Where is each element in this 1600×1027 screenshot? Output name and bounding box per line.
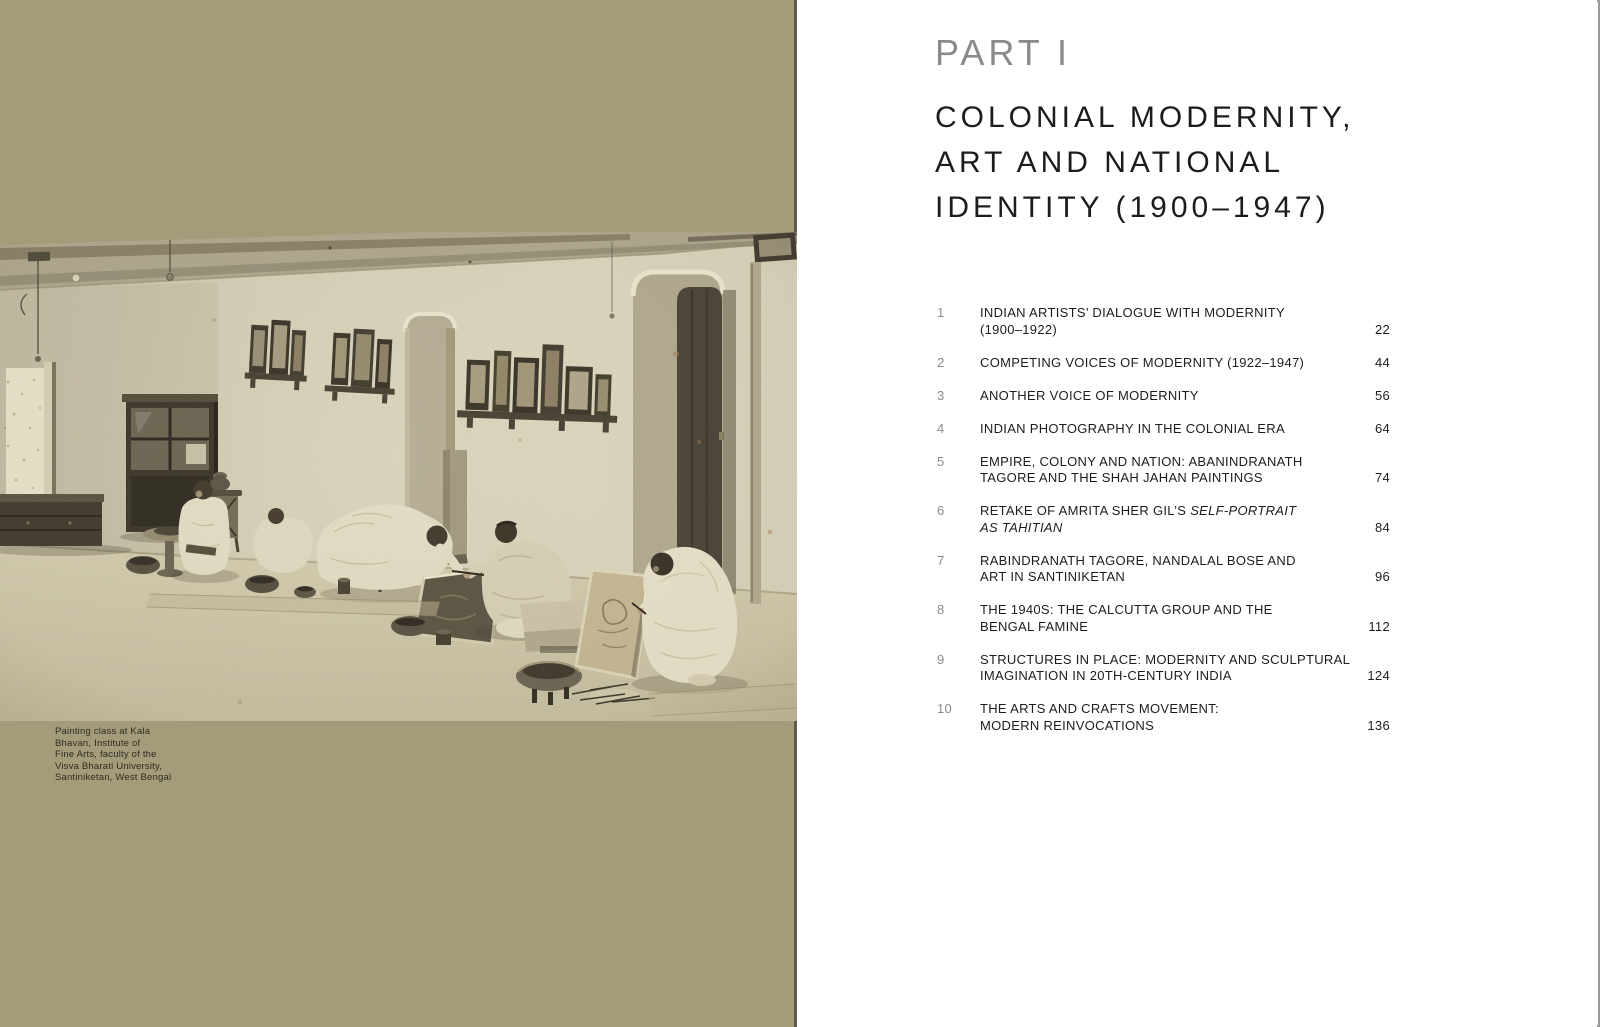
toc-entry-page: 136	[1367, 717, 1390, 733]
classroom-photo-art	[0, 232, 797, 721]
toc-entry	[935, 503, 1390, 536]
toc-entry-page: 124	[1367, 668, 1390, 683]
toc-entry-title: ANOTHER VOICE OF MODERNITY	[980, 387, 1199, 403]
toc-entry-number: 3	[937, 387, 945, 403]
part-label: PART I	[935, 32, 1072, 73]
toc-entry-title: COMPETING VOICES OF MODERNITY (1922–1947)	[980, 354, 1305, 370]
toc-entry-number: 7	[937, 552, 945, 568]
toc-entry-page: 84	[1374, 519, 1390, 535]
toc-entry-title: THE 1940S: THE CALCUTTA GROUP AND THE BENGAL FAMINE	[980, 602, 1273, 634]
toc-entry	[935, 355, 1390, 372]
part-title-line: ART AND NATIONAL	[935, 146, 1285, 179]
caption-line: Visva Bharati University,	[55, 760, 163, 772]
left-page	[0, 0, 797, 1027]
toc-entry	[935, 652, 1390, 685]
part-title-line: COLONIAL MODERNITY,	[935, 101, 1355, 134]
toc-entry-page: 56	[1374, 387, 1390, 403]
caption-line: Painting class at Kala	[55, 726, 151, 737]
caption-line: Bhavan, Institute of	[55, 737, 141, 749]
toc-entry	[935, 553, 1390, 586]
toc-entry-page: 64	[1374, 420, 1390, 436]
toc-entry-title: STRUCTURES IN PLACE: MODERNITY AND SCULPTURAL IMAGINATION IN 20TH-CENTURY INDIA	[980, 651, 1351, 683]
toc-entry-title: INDIAN ARTISTS’ DIALOGUE WITH MODERNITY (1900–1922)	[980, 305, 1285, 337]
classroom-photo	[0, 232, 797, 721]
toc-entry-page: 44	[1374, 354, 1390, 370]
toc-entry-number: 9	[937, 651, 945, 667]
toc-entry-title: THE ARTS AND CRAFTS MOVEMENT: MODERN REINVOCATIONS	[980, 701, 1219, 733]
toc-entry-title: INDIAN PHOTOGRAPHY IN THE COLONIAL ERA	[980, 420, 1285, 436]
toc-entry-number: 4	[937, 420, 945, 436]
toc-entry	[935, 454, 1390, 487]
toc-entry-number: 5	[937, 453, 945, 469]
toc-entry	[935, 701, 1390, 734]
toc-entry-number: 1	[937, 305, 945, 320]
toc-entry-title: EMPIRE, COLONY AND NATION: ABANINDRANATH TAGORE AND THE SHAH JAHAN PAINTINGS	[980, 453, 1303, 485]
toc-entry	[935, 305, 1390, 338]
toc-entry-page: 112	[1368, 618, 1390, 634]
toc-entry	[935, 421, 1390, 438]
toc-entry-page: 22	[1374, 321, 1390, 337]
toc-entry-number: 2	[937, 354, 945, 370]
toc-entry-title: RETAKE OF AMRITA SHER GIL’S SELF-PORTRAIT AS TAHITIAN	[980, 503, 1297, 535]
toc-entry-page: 96	[1374, 569, 1390, 584]
toc-entry-page: 74	[1374, 470, 1390, 485]
right-page	[797, 0, 1597, 1027]
toc-entry-number: 10	[937, 701, 953, 716]
toc-entry	[935, 602, 1390, 635]
toc-entry-number: 6	[937, 503, 945, 518]
part-title-line: IDENTITY (1900–1947)	[935, 191, 1330, 224]
toc	[935, 305, 1390, 751]
toc-entry-title: RABINDRANATH TAGORE, NANDALAL BOSE AND ART IN SANTINIKETAN	[980, 552, 1296, 584]
caption-line: Santiniketan, West Bengal	[55, 772, 172, 784]
toc-entry	[935, 388, 1390, 405]
toc-entry-number: 8	[937, 602, 945, 617]
part-title	[935, 95, 1354, 230]
photo-caption	[55, 726, 205, 784]
caption-line: Fine Arts, faculty of the	[55, 749, 157, 761]
